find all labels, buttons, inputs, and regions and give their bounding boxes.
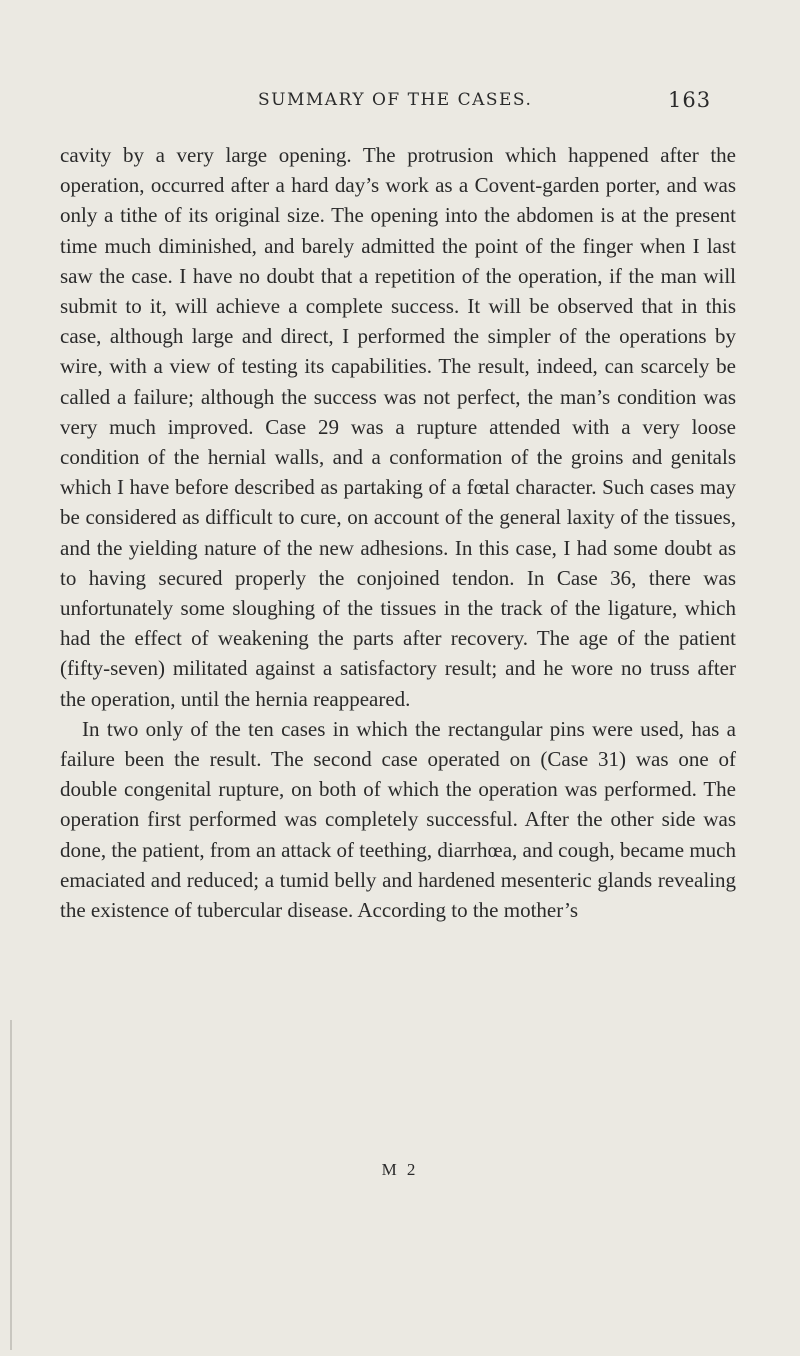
paragraph: In two only of the ten cases in which the rectangular pins were used, has a failure been the result. The second case operated on (Case 31) was one of double congenital rupture, on both of which the operation was performed. The operation first performed was completely successful. After the other side was done, the patient, from an attack of teething, diarrhœa, and cough, became much emaciated and reduced; a tumid belly and hardened mesenteric glands revealing the existence of tubercular disease. According to the mother’s [60, 716, 736, 923]
body-text [60, 140, 736, 925]
paragraph: cavity by a very large opening. The protrusion which happened after the operation, occurred after a hard day’s work as a Covent-garden porter, and was only a tithe of its original size. The opening into the abdomen is at the present time much diminished, and barely admitted the point of the finger when I last saw the case. I have no doubt that a repetition of the operation, if the man will submit to it, will achieve a complete success. It will be observed that in this case, although large and direct, I performed the simpler of the operations by wire, with a view of testing its capabilities. The result, indeed, can scarcely be called a failure; although the success was not perfect, the man’s condition was very much improved. Case 29 was a rupture attended with a very loose condition of the hernial walls, and a conformation of the groins and genitals which I have before described as partaking of a fœtal character. Such cases may be considered as difficult to cure, on account of the general laxity of the tissues, and the yielding nature of the new adhesions. In this case, I had some doubt as to having secured properly the conjoined tendon. In Case 36, there was unfortunately some sloughing of the tissues in the track of the ligature, which had the effect of weakening the parts after recovery. The age of the patient (fifty-seven) militated against a satisfactory result; and he wore no truss after the operation, until the hernia reappeared. [60, 143, 736, 711]
page-number: 163 [668, 88, 712, 112]
running-header [258, 88, 712, 120]
signature-mark: M 2 [381, 1160, 419, 1179]
running-title: SUMMARY OF THE CASES. [258, 90, 533, 110]
page-edge-line [10, 1020, 12, 1350]
